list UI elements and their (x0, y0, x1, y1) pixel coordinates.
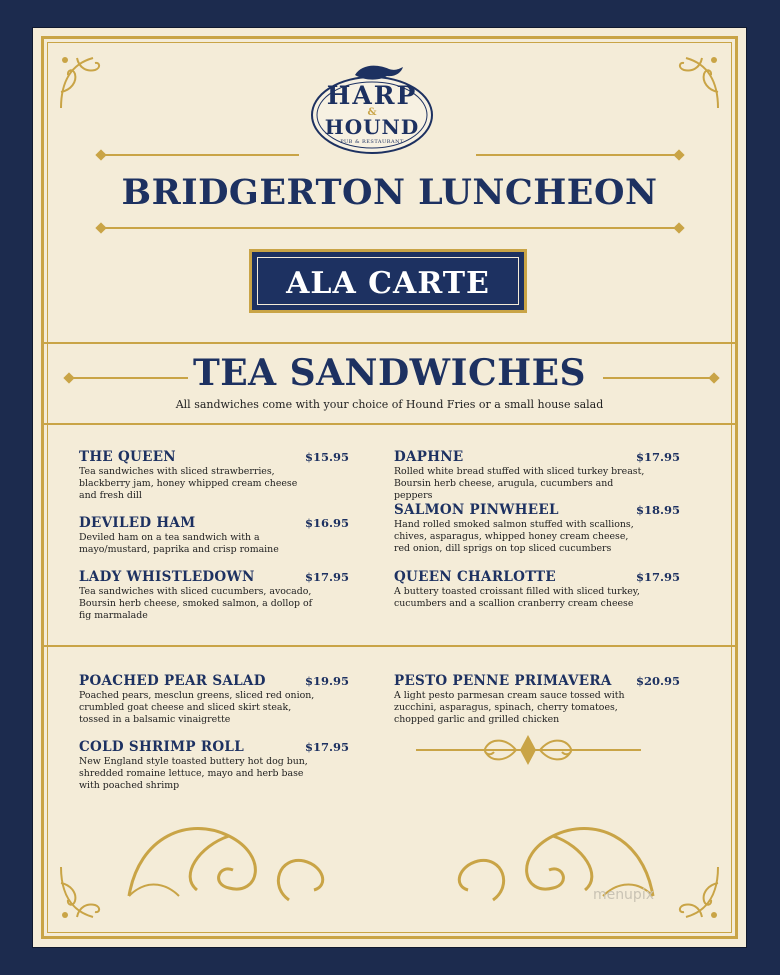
section-divider-bottom (44, 645, 735, 647)
divider-right-top (476, 154, 676, 156)
item-price: $19.95 (304, 674, 349, 688)
harp-and-hound-logo (309, 63, 435, 155)
menu-item (79, 515, 349, 556)
logo-hound-text: HOUND (324, 115, 420, 139)
section-divider-top (44, 342, 735, 344)
menu-item (394, 569, 680, 610)
item-name: PESTO PENNE PRIMAVERA (394, 673, 612, 689)
item-description: Poached pears, mesclun greens, sliced red onion, crumbled goat cheese and sliced skirt steak, tossed in a balsamic vinaigrette (79, 690, 315, 725)
corner-flourish-icon (662, 52, 722, 112)
item-description: Tea sandwiches with sliced cucumbers, avocado, Boursin herb cheese, smoked salmon, a dollop of fig marmalade (79, 586, 313, 621)
item-name: POACHED PEAR SALAD (79, 673, 266, 689)
section-title: TEA SANDWICHES (192, 352, 587, 394)
item-description: A buttery toasted croissant filled with sliced turkey, cucumbers and a scallion cranberry cream cheese (394, 586, 640, 609)
item-description: Tea sandwiches with sliced strawberries, blackberry jam, honey whipped cream cheese and fresh dill (79, 466, 298, 501)
logo-harp-text: HARP (326, 81, 418, 110)
item-price: $16.95 (304, 516, 349, 530)
section-divider-mid (44, 423, 735, 425)
ala-carte-label: ALA CARTE (257, 257, 519, 305)
watermark: menupix (592, 887, 654, 903)
bottom-flourish-icon (119, 816, 339, 906)
corner-flourish-icon (57, 863, 117, 923)
item-description: Rolled white bread stuffed with sliced turkey breast, Boursin herb cheese, arugula, cucumbers and peppers (394, 466, 645, 501)
menu-item (394, 449, 680, 502)
item-description: A light pesto parmesan cream sauce tossed with zucchini, asparagus, spinach, cherry tomatoes, chopped garlic and grilled chicken (394, 690, 625, 725)
ornament-divider-icon (416, 733, 641, 767)
item-name: SALMON PINWHEEL (394, 502, 559, 518)
menu-item (394, 502, 680, 555)
menu-title: BRIDGERTON LUNCHEON (121, 172, 658, 213)
menu-item (79, 449, 349, 502)
item-price: $20.95 (635, 674, 680, 688)
item-price: $17.95 (304, 740, 349, 754)
divider-under-title (103, 227, 676, 229)
item-description: Deviled ham on a tea sandwich with a mayo/mustard, paprika and crisp romaine (79, 532, 279, 555)
item-name: DEVILED HAM (79, 515, 196, 531)
item-name: DAPHNE (394, 449, 464, 465)
menu-item (394, 673, 680, 726)
corner-flourish-icon (57, 52, 117, 112)
item-price: $17.95 (635, 570, 680, 584)
item-description: New England style toasted buttery hot dog bun, shredded romaine lettuce, mayo and herb base with poached shrimp (79, 756, 308, 791)
logo-tagline: PUB & RESTAURANT (340, 139, 404, 145)
divider-left-top (103, 154, 299, 156)
menu-item (79, 739, 349, 792)
item-price: $17.95 (635, 450, 680, 464)
item-price: $17.95 (304, 570, 349, 584)
item-price: $15.95 (304, 450, 349, 464)
corner-flourish-icon (662, 863, 722, 923)
logo-ampersand: & (367, 107, 377, 118)
item-name: QUEEN CHARLOTTE (394, 569, 556, 585)
menu-item (79, 569, 349, 622)
menu-page (33, 28, 746, 947)
ala-carte-badge (249, 249, 527, 313)
item-name: LADY WHISTLEDOWN (79, 569, 255, 585)
section-subtitle: All sandwiches come with your choice of Hound Fries or a small house salad (175, 398, 604, 411)
menu-item (79, 673, 349, 726)
item-name: COLD SHRIMP ROLL (79, 739, 245, 755)
item-name: THE QUEEN (79, 449, 176, 465)
item-description: Hand rolled smoked salmon stuffed with scallions, chives, asparagus, whipped honey cream cheese, red onion, dill sprigs on top sliced cucumbers (394, 519, 634, 554)
item-price: $18.95 (635, 503, 680, 517)
